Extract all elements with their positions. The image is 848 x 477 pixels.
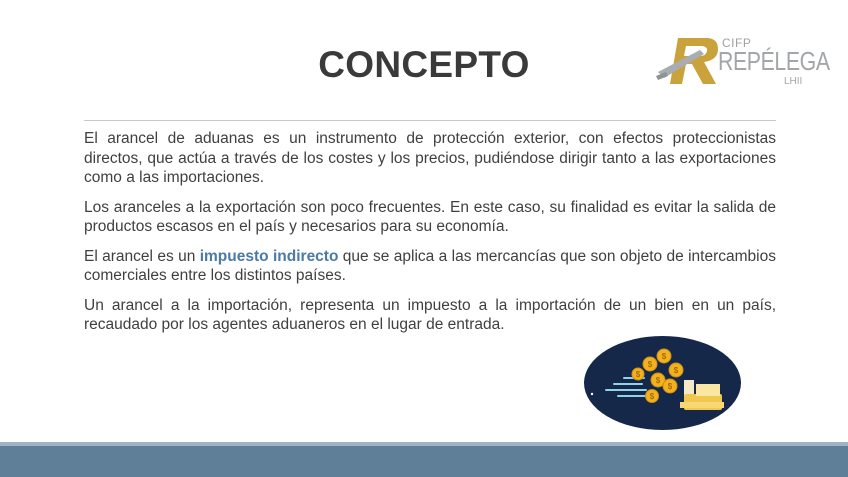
logo-name-text: REPÉLEGA bbox=[718, 46, 830, 76]
svg-text:$: $ bbox=[673, 366, 679, 375]
tariff-illustration bbox=[584, 336, 741, 430]
highlight-impuesto-indirecto: impuesto indirecto bbox=[199, 247, 339, 265]
logo-lhii-text: LHII bbox=[784, 76, 803, 87]
svg-text:$: $ bbox=[647, 360, 653, 369]
slide-body bbox=[84, 129, 776, 345]
paragraph-3 bbox=[84, 247, 776, 286]
slide-title: CONCEPTO bbox=[318, 44, 530, 85]
paragraph-4: Un arancel a la importación, representa un impuesto a la importación de un bien en un país, recaudado por los agentes aduaneros en el lugar de entrada. bbox=[84, 296, 776, 333]
stylized-r-icon bbox=[656, 32, 726, 94]
svg-text:$: $ bbox=[661, 352, 667, 361]
coins-and-truck-icon bbox=[584, 336, 741, 430]
svg-text:$: $ bbox=[667, 382, 673, 391]
svg-text:$: $ bbox=[635, 370, 641, 379]
paragraph-3-start: El arancel es un bbox=[84, 247, 200, 265]
logo-cifp-text: CIFP bbox=[722, 36, 752, 50]
paragraph-3-end: que se aplica a las mercancías que son objeto de intercambios comerciales entre los distintos países. bbox=[84, 247, 776, 284]
paragraph-1: El arancel de aduanas es un instrumento de protección exterior, con efectos proteccionistas directos, que actúa a través de los costes y los precios, pudiéndose dirigir tanto a las exportaciones como a las importaciones. bbox=[84, 130, 776, 186]
svg-text:$: $ bbox=[655, 376, 661, 385]
svg-text:$: $ bbox=[649, 392, 655, 401]
title-divider bbox=[84, 120, 776, 121]
paragraph-2: Los aranceles a la exportación son poco frecuentes. En este caso, su finalidad es evitar la salida de productos escasos en el país y necesarios para su economía. bbox=[84, 198, 776, 235]
footer-bar bbox=[0, 446, 848, 477]
cifp-repelega-logo bbox=[656, 32, 830, 94]
